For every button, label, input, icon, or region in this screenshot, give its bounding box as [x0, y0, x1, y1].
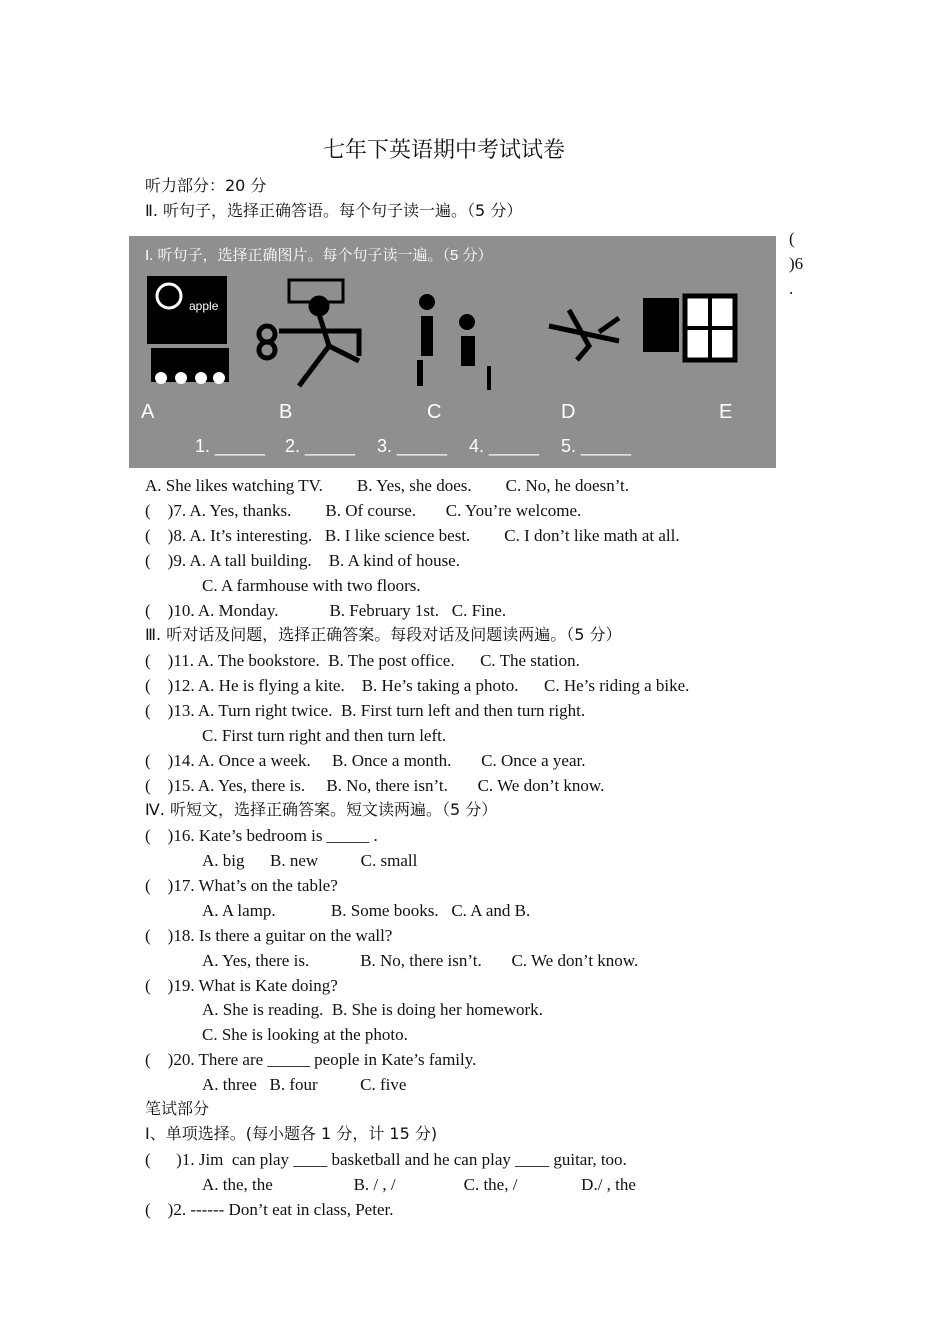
- section-2-header: Ⅱ. 听句子，选择正确答语。每个句子读一遍。（5 分）: [145, 201, 523, 220]
- question-13-option-c: C. First turn right and then turn left.: [202, 726, 447, 745]
- section-1-header: I、单项选择。(每小题各 1 分，计 15 分): [145, 1124, 438, 1143]
- question-18: ( )18. Is there a guitar on the wall?: [145, 926, 393, 945]
- picture-c-two-people: [417, 294, 491, 390]
- question-15: ( )15. A. Yes, there is. B. No, there isn’t. C. We don’t know.: [145, 776, 605, 795]
- question-8: ( )8. A. It’s interesting. B. I like science best. C. I don’t like math at all.: [145, 526, 680, 545]
- section-4-header: Ⅳ. 听短文，选择正确答案。短文读两遍。（5 分）: [145, 800, 498, 819]
- figure-drawing: [129, 236, 776, 468]
- written-header: 笔试部分: [145, 1099, 210, 1118]
- question-13: ( )13. A. Turn right twice. B. First turn left and then turn right.: [145, 701, 586, 720]
- picture-b-person-on-bike: [259, 280, 359, 386]
- letter-d: D: [561, 401, 576, 423]
- written-question-1-options: A. the, the B. / , / C. the, / D./ , the: [202, 1175, 636, 1194]
- question-16: ( )16. Kate’s bedroom is _____ .: [145, 826, 378, 845]
- question-7: ( )7. A. Yes, thanks. B. Of course. C. You’re welcome.: [145, 501, 582, 520]
- written-question-2: ( )2. ------ Don’t eat in class, Peter.: [145, 1200, 394, 1219]
- question-16-options: A. big B. new C. small: [202, 851, 418, 870]
- question-17: ( )17. What’s on the table?: [145, 876, 338, 895]
- side-mark-dot: .: [789, 279, 794, 298]
- written-question-1: ( )1. Jim can play ____ basketball and he can play ____ guitar, too.: [145, 1150, 627, 1169]
- side-mark-paren: (: [789, 229, 795, 248]
- question-10: ( )10. A. Monday. B. February 1st. C. Fine.: [145, 601, 507, 620]
- question-11: ( )11. A. The bookstore. B. The post office. C. The station.: [145, 651, 580, 670]
- page-title: 七年下英语期中考试试卷: [323, 137, 566, 162]
- question-9-option-c: C. A farmhouse with two floors.: [202, 576, 421, 595]
- picture-e-window: [643, 296, 735, 360]
- letter-e: E: [719, 401, 733, 423]
- blank-5: 5. _____: [561, 436, 632, 456]
- question-18-options: A. Yes, there is. B. No, there isn’t. C. We don’t know.: [202, 951, 639, 970]
- blank-1: 1. _____: [195, 436, 266, 456]
- question-19-options-ab: A. She is reading. B. She is doing her homework.: [202, 1000, 543, 1019]
- picture-a-boy-at-board: [147, 276, 229, 384]
- question-14: ( )14. A. Once a week. B. Once a month. C. Once a year.: [145, 751, 586, 770]
- question-6-options: A. She likes watching TV. B. Yes, she does. C. No, he doesn’t.: [145, 476, 630, 495]
- picture-d-airplane: [549, 310, 619, 360]
- question-17-options: A. A lamp. B. Some books. C. A and B.: [202, 901, 531, 920]
- question-12: ( )12. A. He is flying a kite. B. He’s taking a photo. C. He’s riding a bike.: [145, 676, 690, 695]
- section-3-header: Ⅲ. 听对话及问题，选择正确答案。每段对话及问题读两遍。（5 分）: [145, 625, 622, 644]
- blank-3: 3. _____: [377, 436, 448, 456]
- question-20-options: A. three B. four C. five: [202, 1075, 407, 1094]
- blank-2: 2. _____: [285, 436, 356, 456]
- letter-b: B: [279, 401, 293, 423]
- question-19-option-c: C. She is looking at the photo.: [202, 1025, 408, 1044]
- apple-sign: apple: [189, 299, 219, 313]
- blank-4: 4. _____: [469, 436, 540, 456]
- figure-instruction: I. 听句子，选择正确图片。每个句子读一遍。（5 分）: [145, 247, 493, 264]
- picture-matching-figure: [129, 236, 776, 468]
- question-9: ( )9. A. A tall building. B. A kind of house.: [145, 551, 460, 570]
- question-20: ( )20. There are _____ people in Kate’s family.: [145, 1050, 477, 1069]
- letter-c: C: [427, 401, 442, 423]
- question-19: ( )19. What is Kate doing?: [145, 976, 338, 995]
- listening-header: 听力部分：20 分: [145, 176, 267, 195]
- letter-a: A: [141, 401, 155, 423]
- side-mark-number: )6: [789, 254, 804, 273]
